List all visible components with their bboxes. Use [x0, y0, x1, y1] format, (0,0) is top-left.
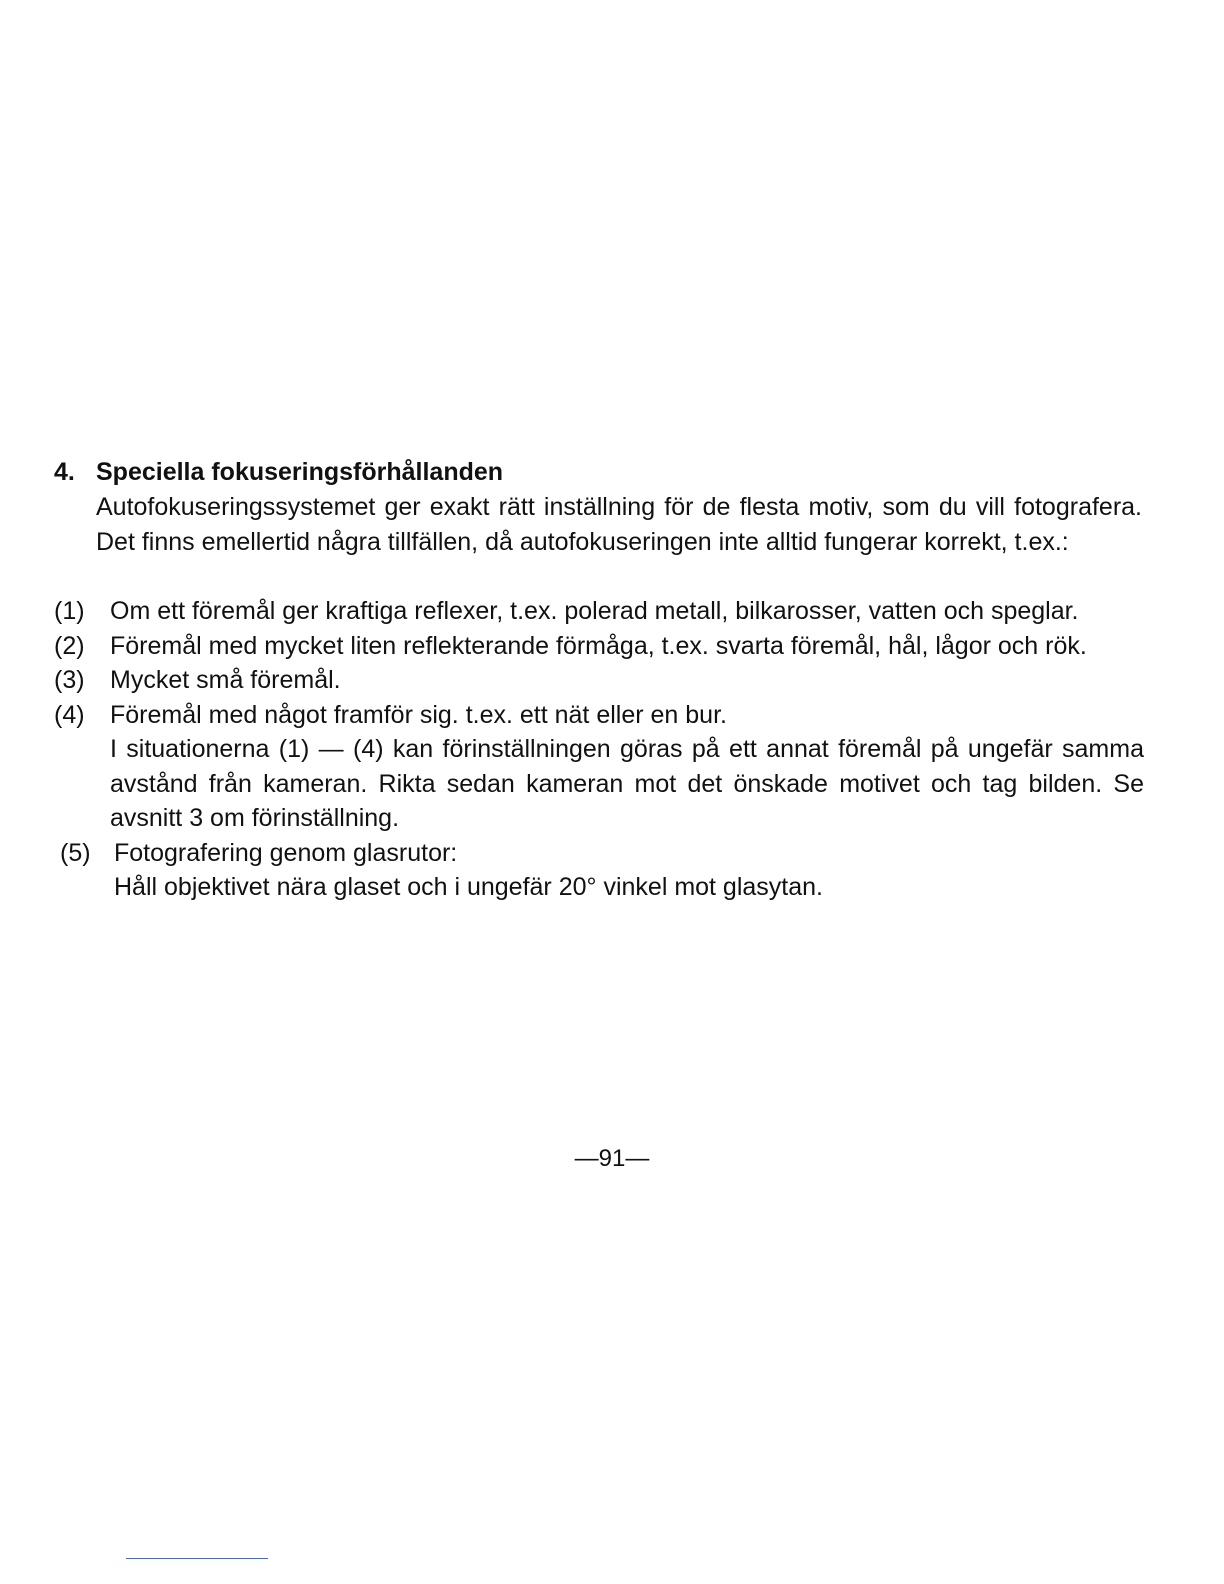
list-item-label: (5)	[60, 838, 91, 867]
list-item-body: Mycket små föremål.	[110, 666, 341, 694]
intro-paragraph: Autofokuseringssystemet ger exakt rätt inställning för de flesta motiv, som du vill fotografera. Det finns emellertid några tillfällen, då autofokuseringen inte alltid fungerar korrekt, t.ex.:	[96, 493, 1142, 556]
section-number: 4.	[54, 458, 75, 486]
list-item-body: Om ett föremål ger kraftiga reflexer, t.ex. polerad metall, bilkarosser, vatten och speglar.	[110, 597, 1079, 625]
list-item-label: (4)	[54, 700, 85, 729]
section-intro	[96, 490, 1142, 559]
list-item-note: I situationerna (1) — (4) kan förinställningen göras på ett annat föremål på ungefär samma avstånd från kameran. Rikta sedan kameran mot det önskade motivet och tag bilden. Se avsnitt 3 om förinställning.	[110, 735, 1144, 832]
list-item	[54, 698, 1144, 836]
footer-rule	[126, 1558, 268, 1559]
section-heading	[54, 455, 503, 489]
list-item	[54, 594, 1144, 629]
list-item-note: Håll objektivet nära glaset och i ungefär 20° vinkel mot glasytan.	[114, 873, 823, 901]
list-item-label: (1)	[54, 597, 85, 625]
list-item-text	[110, 663, 1144, 698]
list-item-label: (3)	[54, 666, 85, 694]
list-item	[54, 629, 1144, 664]
list-item-text	[110, 698, 1144, 836]
condition-list	[54, 594, 1144, 905]
page-number: —91—	[574, 1145, 650, 1172]
list-item-text	[110, 594, 1144, 629]
list-item-text	[110, 629, 1144, 664]
list-item	[54, 836, 1144, 905]
list-item-label: (2)	[54, 631, 85, 660]
list-item	[54, 663, 1144, 698]
list-item-body: Föremål med mycket liten reflekterande förmåga, t.ex. svarta föremål, hål, lågor och rök.	[110, 631, 1087, 660]
list-item-text	[114, 836, 1144, 905]
list-item-body: Föremål med något framför sig. t.ex. ett nät eller en bur.	[110, 700, 727, 729]
list-item-body: Fotografering genom glasrutor:	[114, 838, 458, 867]
section-title: Speciella fokuseringsförhållanden	[96, 458, 504, 486]
